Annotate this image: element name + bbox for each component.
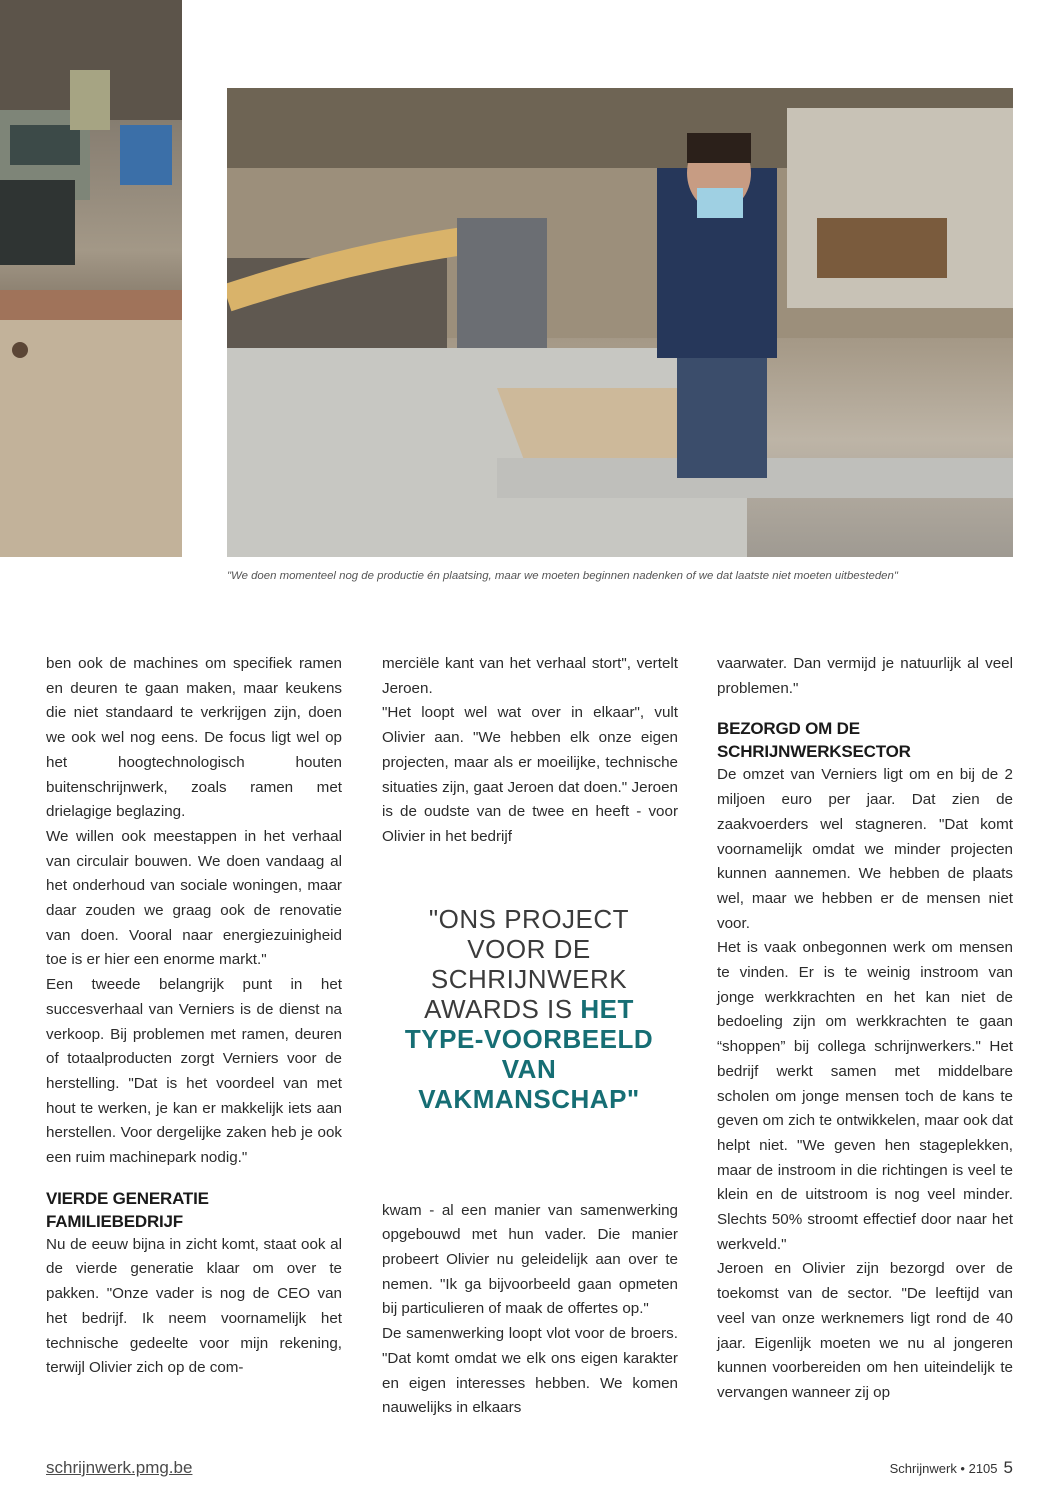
pull-quote — [400, 904, 658, 1114]
workshop-photo-man-at-saw — [227, 88, 1013, 557]
paragraph: kwam - al een manier van samenwerking opgebouwd met hun vader. Die manier probeert Olivier nu geleidelijk aan over te nemen. "Ik ga bijvoorbeeld gaan opmeten bij particulieren of maak de offertes op." — [382, 1201, 678, 1318]
paragraph: merciële kant van het verhaal stort", vertelt Jeroen. — [382, 655, 678, 697]
paragraph: We willen ook meestappen in het verhaal van circulair bouwen. We doen vandaag al het onderhoud van sociale woningen, maar daar zouden we graag ook de renovatie van doen. Vooral naar energiezuinigheid toe is er hier een enorme markt." — [46, 827, 342, 969]
paragraph: "Het loopt wel wat over in elkaar", vult Olivier aan. "We hebben elk onze eigen projecten, maar als er moeilijke, technische situaties zijn, gaat Jeroen dat doen." Jeroen is de oudste van de twee en heeft - voor Olivier in het bedrijf — [382, 704, 678, 845]
section-heading: BEZORGD OM DE SCHRIJNWERKSECTOR — [717, 719, 911, 762]
article-column-3 — [717, 652, 1013, 1406]
paragraph: De samenwerking loopt vlot voor de broers. "Dat komt omdat we elk ons eigen karakter en eigen interesses hebben. We komen nauwelijks in elkaars — [382, 1325, 678, 1417]
paragraph: Een tweede belangrijk punt in het succesverhaal van Verniers is de dienst na verkoop. Bij problemen met ramen, deuren of totaalproducten zorgt Verniers voor de herstelling. "Dat is het voordeel van met hout te werken, je kan er makkelijk iets aan herstellen. Voor dergelijke zaken heb je ook een ruim machinepark nodig." — [46, 976, 342, 1167]
workshop-photo-left — [0, 0, 182, 557]
issue-label: Schrijnwerk • 2105 — [889, 1461, 998, 1476]
paragraph: vaarwater. Dan vermijd je natuurlijk al veel problemen." — [717, 655, 1013, 697]
paragraph: Het is vaak onbegonnen werk om mensen te vinden. Er is te weinig instroom van jonge werkkrachten en het kan niet de bedoeling zijn om werkkrachten te gaan “shoppen” bij collega schrijnwerkers." Het bedrijf werkt samen met middelbare scholen om jonge mensen toch de kans te geven om zich te ontwikkelen, maar ook dat helpt niet. "We geven hen stageplekken, maar de instroom in die richtingen is veel te klein en de uitstroom is nog veel minder. Slechts 50% stroomt effectief door naar het werkveld." — [717, 939, 1013, 1253]
section-heading: VIERDE GENERATIE FAMILIEBEDRIJF — [46, 1188, 209, 1231]
paragraph: Nu de eeuw bijna in zicht komt, staat ook al de vierde generatie klaar om over te pakken. "Onze vader is nog de CEO van het bedrijf. Ik neem voornamelijk het technische gedeelte voor mijn rekening, terwijl Olivier zich op de com- — [46, 1235, 342, 1377]
article-column-1 — [46, 652, 342, 1381]
pull-quote-highlight: HET TYPE-VOORBEELD VAN VAKMANSCHAP" — [404, 994, 654, 1114]
page-footer — [890, 1458, 1013, 1478]
paragraph: Jeroen en Olivier zijn bezorgd over de toekomst van de sector. "De leeftijd van veel van onze werknemers ligt rond de 40 jaar. Eigenlijk moeten we nu al jongeren kunnen voorbereiden om hen uiteindelijk te vervangen wanneer zij op — [717, 1260, 1013, 1401]
pull-quote-text: "ONS PROJECT VOOR DE SCHRIJNWERK AWARDS IS — [424, 904, 630, 1024]
paragraph: De omzet van Verniers ligt om en bij de 2 miljoen euro per jaar. Dat zien de zaakvoerders wel stagneren. "Dat komt voornamelijk omdat we minder projecten kunnen aannemen. We hebben de plaats wel, maar we hebben er de mensen niet voor. — [717, 766, 1013, 932]
website-link[interactable]: schrijnwerk.pmg.be — [46, 1458, 193, 1477]
page-number: 5 — [1003, 1458, 1013, 1477]
photo-caption: "We doen momenteel nog de productie én plaatsing, maar we moeten beginnen nadenken of we dat laatste niet moeten uitbesteden" — [227, 570, 898, 582]
paragraph: ben ook de machines om specifiek ramen en deuren te gaan maken, maar keukens die niet standaard te verkrijgen zijn, doen we ook wel nog eens. De focus ligt wel op het hoogtechnologisch houten buitenschrijnwerk, zoals ramen met drielagige beglazing. — [46, 655, 342, 821]
